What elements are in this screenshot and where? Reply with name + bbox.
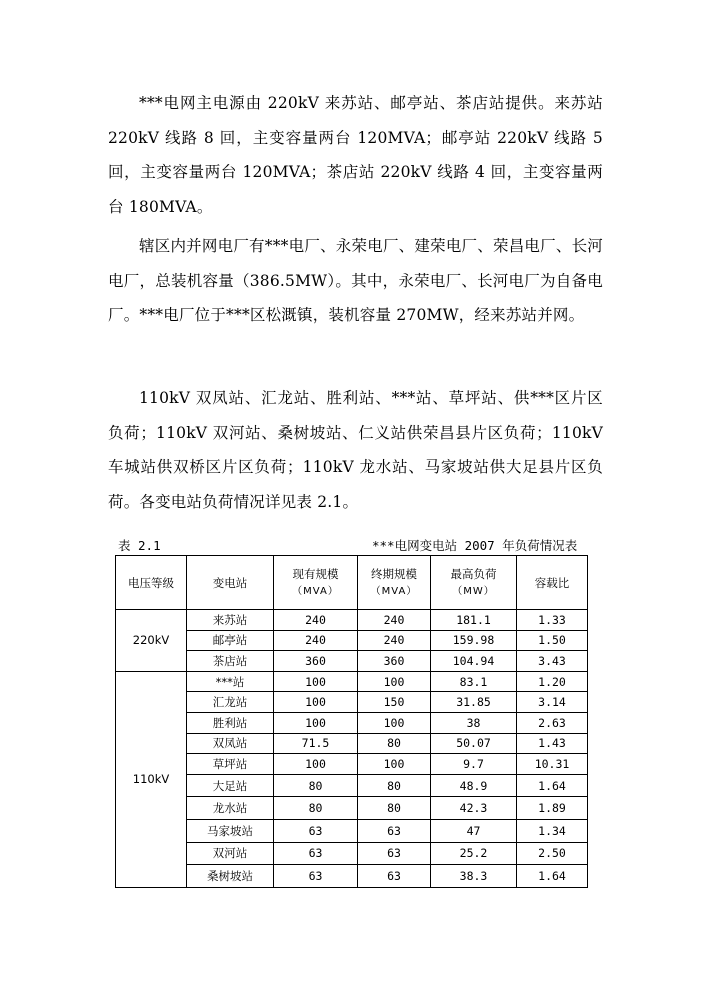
load-ratio-cell: 2.63	[517, 712, 588, 733]
station-name-cell: 大足站	[187, 774, 274, 797]
header-current-scale-label: 现有规模	[292, 566, 339, 581]
final-scale-cell: 240	[358, 610, 431, 631]
current-scale-cell: 63	[274, 865, 358, 888]
paragraph-power-plants: 辖区内并网电厂有***电厂、永荣电厂、建荣电厂、荣昌电厂、长河电厂，总装机容量（386.5MW）。其中，永荣电厂、长河电厂为自备电厂。***电厂位于***区松溉镇，装机容量 270MW，经来苏站并网。	[108, 237, 603, 325]
final-scale-cell: 360	[358, 651, 431, 672]
load-ratio-cell: 1.34	[517, 819, 588, 842]
current-scale-cell: 240	[274, 630, 358, 651]
table-row	[116, 819, 588, 842]
station-name-cell: 茶店站	[187, 651, 274, 672]
final-scale-cell: 80	[358, 774, 431, 797]
max-load-cell: 31.85	[431, 692, 517, 713]
table-row	[116, 733, 588, 754]
table-body	[116, 610, 588, 888]
max-load-cell: 38	[431, 712, 517, 733]
load-ratio-cell: 1.43	[517, 733, 588, 754]
current-scale-cell: 80	[274, 774, 358, 797]
table-row	[116, 754, 588, 775]
load-ratio-cell: 1.20	[517, 671, 588, 692]
current-scale-cell: 360	[274, 651, 358, 672]
load-ratio-cell: 1.64	[517, 774, 588, 797]
station-name-cell: 草坪站	[187, 754, 274, 775]
header-station: 变电站	[187, 556, 274, 610]
table-row	[116, 630, 588, 651]
table-row	[116, 797, 588, 820]
final-scale-cell: 100	[358, 712, 431, 733]
current-scale-cell: 100	[274, 671, 358, 692]
load-ratio-cell: 3.43	[517, 651, 588, 672]
table-row	[116, 692, 588, 713]
max-load-cell: 50.07	[431, 733, 517, 754]
final-scale-cell: 150	[358, 692, 431, 713]
header-ratio: 容载比	[517, 556, 588, 610]
final-scale-cell: 63	[358, 865, 431, 888]
station-name-cell: 桑树坡站	[187, 865, 274, 888]
table-number: 表 2.1	[118, 538, 161, 553]
station-name-cell: 汇龙站	[187, 692, 274, 713]
header-max-load	[431, 556, 517, 610]
current-scale-cell: 80	[274, 797, 358, 820]
header-max-load-unit: （MW）	[452, 585, 495, 597]
current-scale-cell: 240	[274, 610, 358, 631]
header-voltage: 电压等级	[116, 556, 187, 610]
current-scale-cell: 100	[274, 692, 358, 713]
voltage-level-cell: 110kV	[116, 671, 187, 887]
final-scale-cell: 240	[358, 630, 431, 651]
table-header-row	[116, 556, 588, 610]
station-name-cell: ***站	[187, 671, 274, 692]
station-name-cell: 胜利站	[187, 712, 274, 733]
station-name-cell: 双河站	[187, 842, 274, 865]
table-row	[116, 651, 588, 672]
voltage-level-cell: 220kV	[116, 610, 187, 672]
max-load-cell: 48.9	[431, 774, 517, 797]
table-row	[116, 610, 588, 631]
current-scale-cell: 63	[274, 842, 358, 865]
substation-load-table	[115, 555, 588, 888]
final-scale-cell: 63	[358, 842, 431, 865]
table-row	[116, 712, 588, 733]
final-scale-cell: 63	[358, 819, 431, 842]
max-load-cell: 47	[431, 819, 517, 842]
max-load-cell: 38.3	[431, 865, 517, 888]
header-max-load-label: 最高负荷	[450, 566, 497, 581]
station-name-cell: 邮亭站	[187, 630, 274, 651]
load-ratio-cell: 1.33	[517, 610, 588, 631]
current-scale-cell: 100	[274, 712, 358, 733]
header-final-scale-label: 终期规模	[371, 566, 417, 581]
load-ratio-cell: 10.31	[517, 754, 588, 775]
header-current-scale-unit: （MVA）	[292, 585, 339, 597]
load-ratio-cell: 1.89	[517, 797, 588, 820]
current-scale-cell: 100	[274, 754, 358, 775]
load-ratio-cell: 1.50	[517, 630, 588, 651]
table-row	[116, 842, 588, 865]
table-row	[116, 865, 588, 888]
load-ratio-cell: 2.50	[517, 842, 588, 865]
max-load-cell: 83.1	[431, 671, 517, 692]
load-ratio-cell: 3.14	[517, 692, 588, 713]
current-scale-cell: 63	[274, 819, 358, 842]
max-load-cell: 159.98	[431, 630, 517, 651]
station-name-cell: 双凤站	[187, 733, 274, 754]
table-row	[116, 671, 588, 692]
final-scale-cell: 100	[358, 671, 431, 692]
max-load-cell: 104.94	[431, 651, 517, 672]
header-final-scale-unit: （MVA）	[370, 585, 418, 597]
final-scale-cell: 100	[358, 754, 431, 775]
final-scale-cell: 80	[358, 733, 431, 754]
paragraph-power-sources: ***电网主电源由 220kV 来苏站、邮亭站、茶店站提供。来苏站 220kV 线路 8 回，主变容量两台 120MVA；邮亭站 220kV 线路 5 回，主变容量两台 120MVA；茶店站 220kV 线路 4 回，主变容量两台 180MVA。	[108, 94, 603, 217]
max-load-cell: 42.3	[431, 797, 517, 820]
final-scale-cell: 80	[358, 797, 431, 820]
table-title: ***电网变电站 2007 年负荷情况表	[372, 538, 578, 553]
table-row	[116, 774, 588, 797]
current-scale-cell: 71.5	[274, 733, 358, 754]
header-final-scale	[358, 556, 431, 610]
station-name-cell: 龙水站	[187, 797, 274, 820]
max-load-cell: 9.7	[431, 754, 517, 775]
header-current-scale	[274, 556, 358, 610]
paragraph-substations: 110kV 双凤站、汇龙站、胜利站、***站、草坪站、供***区片区负荷；110kV 双河站、桑树坡站、仁义站供荣昌县片区负荷；110kV 车城站供双桥区片区负荷；110kV 龙水站、马家坡站供大足县片区负荷。各变电站负荷情况详见表 2.1。	[108, 389, 603, 512]
max-load-cell: 25.2	[431, 842, 517, 865]
load-ratio-cell: 1.64	[517, 865, 588, 888]
max-load-cell: 181.1	[431, 610, 517, 631]
station-name-cell: 马家坡站	[187, 819, 274, 842]
station-name-cell: 来苏站	[187, 610, 274, 631]
